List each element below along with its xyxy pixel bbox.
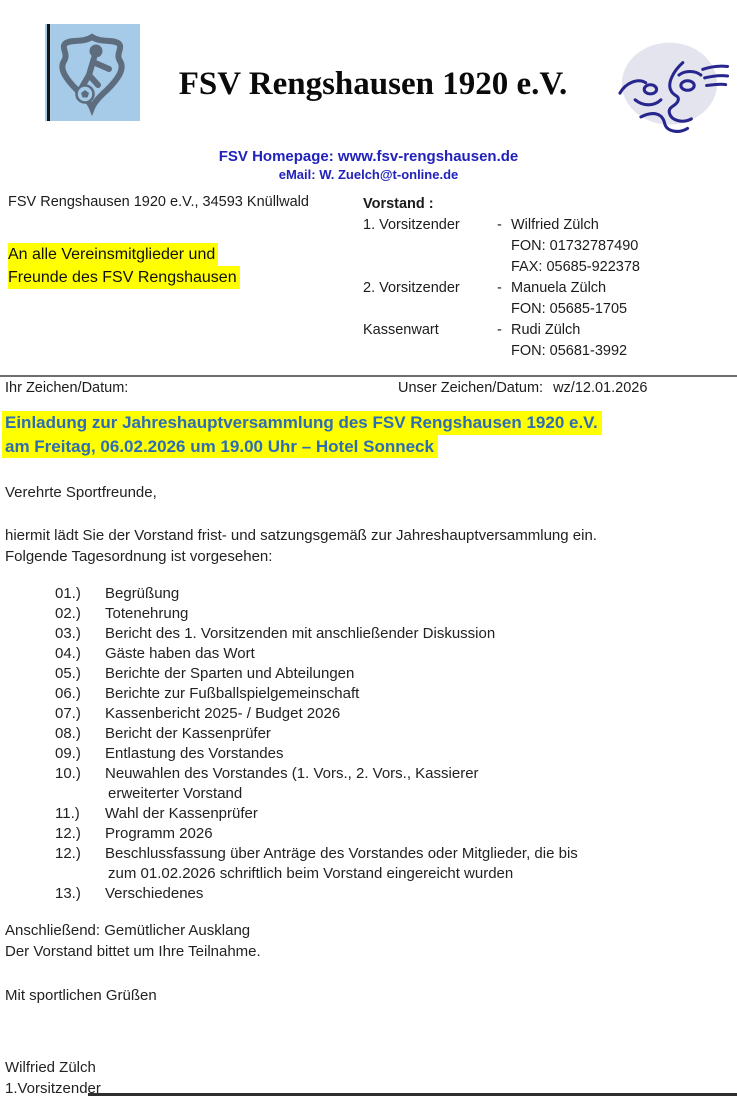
subject-line-1: Einladung zur Jahreshauptversammlung des FSV Rengshausen 1920 e.V. [2, 411, 602, 435]
dash: - [497, 322, 502, 338]
faces-logo-icon [606, 36, 731, 136]
agenda-text: Berichte der Sparten und Abteilungen [105, 665, 355, 682]
intro-paragraph [0, 525, 737, 567]
agenda-text: Totenehrung [105, 605, 189, 622]
agenda-number: 09.) [55, 745, 81, 762]
letterhead [0, 24, 737, 136]
recipient-block [8, 243, 363, 289]
agenda-number: 01.) [55, 585, 81, 602]
agenda-number: 13.) [55, 885, 81, 902]
board-role: 1. Vorsitzender [363, 217, 460, 233]
agenda-number: 12.) [55, 825, 81, 842]
agenda-text: Programm 2026 [105, 825, 213, 842]
agenda-list [0, 584, 737, 904]
agenda-text: Bericht der Kassenprüfer [105, 725, 271, 742]
board-entry [363, 320, 737, 362]
agenda-text: Gäste haben das Wort [105, 645, 255, 662]
board-entry [363, 215, 737, 278]
letter-page [0, 24, 737, 1099]
board-name: Manuela Zülch [511, 280, 607, 296]
agenda-number: 03.) [55, 625, 81, 642]
intro-line-2: Folgende Tagesordnung ist vorgesehen: [5, 548, 273, 565]
board-role: 2. Vorsitzender [363, 280, 460, 296]
agenda-number: 05.) [55, 665, 81, 682]
address-section [0, 194, 737, 362]
agenda-item [0, 844, 737, 864]
reference-row [0, 377, 737, 396]
board-contact: FON: 05681-3992 [511, 343, 628, 359]
agenda-item [0, 764, 737, 784]
agenda-text-continuation: zum 01.02.2026 schriftlich beim Vorstand eingereicht wurden [108, 865, 514, 882]
closing-line-1: Anschließend: Gemütlicher Ausklang [5, 922, 251, 939]
agenda-text: Verschiedenes [105, 885, 204, 902]
board-contact: FON: 05685-1705 [511, 301, 628, 317]
email-line: eMail: W. Zuelch@t-online.de [278, 167, 459, 182]
agenda-item [0, 664, 737, 684]
our-reference-label: Unser Zeichen/Datum: [398, 380, 544, 396]
agenda-number: 08.) [55, 725, 81, 742]
agenda-number: 10.) [55, 765, 81, 782]
agenda-item [0, 884, 737, 904]
dash: - [497, 280, 502, 296]
agenda-text: Wahl der Kassenprüfer [105, 805, 258, 822]
homepage-line: FSV Homepage: www.fsv-rengshausen.de [218, 148, 519, 165]
board-list [363, 194, 737, 362]
agenda-number: 04.) [55, 645, 81, 662]
agenda-item [0, 704, 737, 724]
agenda-text: Beschlussfassung über Anträge des Vorstandes oder Mitglieder, die bis [105, 845, 578, 862]
agenda-item [0, 624, 737, 644]
closing-line-2: Der Vorstand bittet um Ihre Teilnahme. [5, 943, 261, 960]
board-contact: FON: 01732787490 [511, 238, 639, 254]
our-reference-value: wz/12.01.2026 [553, 380, 648, 396]
agenda-number: 12.) [55, 845, 81, 862]
subject-line-2: am Freitag, 06.02.2026 um 19.00 Uhr – Hotel Sonneck [2, 435, 438, 459]
board-entry [363, 278, 737, 320]
agenda-text: Berichte zur Fußballspielgemeinschaft [105, 685, 360, 702]
board-heading: Vorstand : [363, 196, 434, 212]
agenda-text: Bericht des 1. Vorsitzenden mit anschließender Diskussion [105, 625, 496, 642]
agenda-text-continuation: erweiterter Vorstand [108, 785, 243, 802]
agenda-item [0, 604, 737, 624]
agenda-text: Neuwahlen des Vorstandes (1. Vors., 2. Vors., Kassierer [105, 765, 479, 782]
sender-line: FSV Rengshausen 1920 e.V., 34593 Knüllwald [8, 194, 309, 210]
dash: - [497, 217, 502, 233]
club-crest-icon [45, 24, 140, 121]
board-name: Wilfried Zülch [511, 217, 599, 233]
agenda-text: Entlastung des Vorstandes [105, 745, 284, 762]
signature-name: Wilfried Zülch [5, 1059, 96, 1076]
closing-paragraph [0, 920, 737, 962]
agenda-text: Kassenbericht 2025- / Budget 2026 [105, 705, 341, 722]
intro-line-1: hiermit lädt Sie der Vorstand frist- und satzungsgemäß zur Jahreshauptversammlung ein. [5, 527, 597, 544]
agenda-item [0, 824, 737, 844]
agenda-text: Begrüßung [105, 585, 180, 602]
bottom-rule [88, 1093, 737, 1096]
salutation: Verehrte Sportfreunde, [5, 484, 157, 501]
agenda-number: 06.) [55, 685, 81, 702]
board-name: Rudi Zülch [511, 322, 581, 338]
club-name-title: FSV Rengshausen 1920 e.V. [178, 66, 568, 102]
agenda-number: 02.) [55, 605, 81, 622]
recipient-line-2: Freunde des FSV Rengshausen [8, 266, 240, 289]
your-reference-label: Ihr Zeichen/Datum: [5, 380, 129, 396]
signature-role: 1.Vorsitzender [5, 1080, 101, 1097]
agenda-item [0, 684, 737, 704]
agenda-number: 07.) [55, 705, 81, 722]
agenda-item [0, 644, 737, 664]
recipient-line-1: An alle Vereinsmitglieder und [8, 243, 218, 266]
agenda-item [0, 724, 737, 744]
agenda-number: 11.) [55, 805, 80, 822]
farewell: Mit sportlichen Grüßen [5, 987, 157, 1004]
agenda-item [0, 584, 737, 604]
board-role: Kassenwart [363, 322, 439, 338]
subject-block [0, 411, 737, 458]
board-contact: FAX: 05685-922378 [511, 259, 640, 275]
agenda-item [0, 744, 737, 764]
agenda-item [0, 804, 737, 824]
